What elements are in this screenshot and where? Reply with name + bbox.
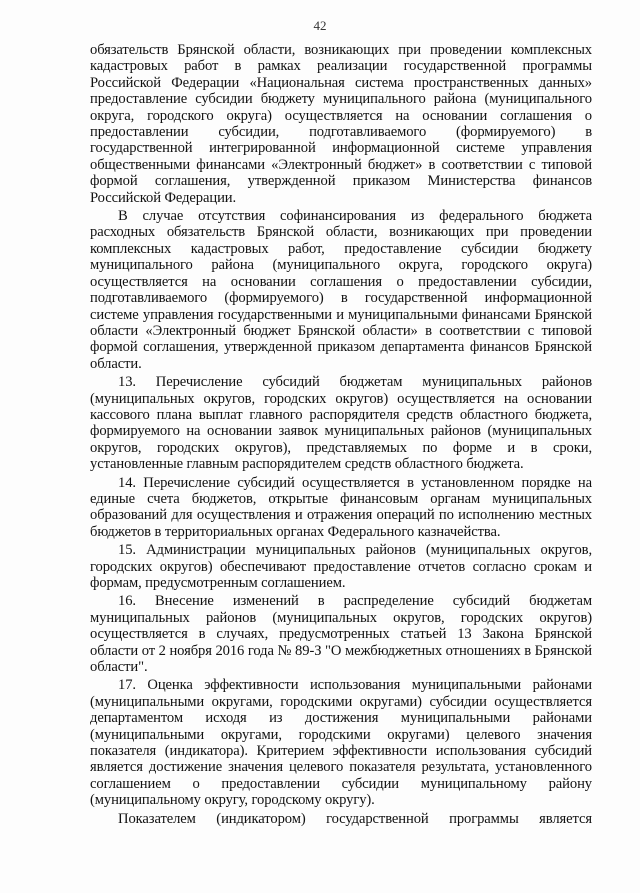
text-line: расходных обязательств Брянской области, возникающих при проведении [90,224,592,241]
text-line: округа, городского округа) осуществляется на основании соглашения о [90,107,592,124]
text-line: Российской Федерации «Национальная система пространственных данных» [90,74,592,91]
text-line: общественными финансами «Электронный бюджет» в соответствии с типовой [90,156,592,173]
text-line: формой соглашения, утвержденной приказом департамента финансов Брянской [90,339,592,356]
text-line: является достижение значения целевого показателя результата, установленного [90,759,592,776]
paragraph [90,42,592,206]
text-line: В случае отсутствия софинансирования из федерального бюджета [118,208,592,225]
text-line: 13. Перечисление субсидий бюджетам муниципальных районов [118,374,592,391]
text-line: Показателем (индикатором) государственной программы является [118,810,592,827]
paragraph [90,811,592,827]
text-line: области «Электронный бюджет Брянской области» в соответствии с типовой [90,322,592,339]
text-line: (муниципальными округами, городскими округами) целевого значения [90,726,592,743]
paragraph [90,677,592,808]
text-line: единые счета бюджетов, открытые финансовым органам муниципальных [90,490,592,507]
text-line: бюджетов в территориальных органах Федерального казначейства. [90,523,501,540]
text-line: осуществляется в случаях, предусмотренных статьей 13 Закона Брянской [90,626,592,643]
paragraph [90,475,592,541]
text-line: системе управления государственными и муниципальными финансами Брянской [90,306,592,323]
text-line: соглашением о предоставлении субсидии муниципальному району [90,775,592,792]
text-line: кассового плана выплат главного распорядителя средств областного бюджета, [90,406,592,423]
text-line: комплексных кадастровых работ, предоставление субсидии бюджету [90,240,592,257]
text-line: округов, городских округов), представляемых по форме и в сроки, [90,439,592,456]
text-line: Российской Федерации. [90,189,237,206]
text-line: показателя (индикатора). Критерием эффективности использования субсидий [90,743,592,760]
text-line: области. [90,355,142,372]
text-line: муниципальных районов (муниципальных округов, городских округов) [90,609,592,626]
text-line: кадастровых работ в рамках реализации государственной программы [90,58,592,75]
paragraph [90,593,592,675]
text-line: 14. Перечисление субсидий осуществляется в установленном порядке на [118,474,592,491]
text-line: осуществляется на основании соглашения о предоставлении субсидии, [90,273,592,290]
text-line: подготавливаемого (формируемого) в государственной информационной [90,290,592,307]
text-line: департаментом исходя из достижения муниципальными районами [90,710,592,727]
text-line: 17. Оценка эффективности использования муниципальными районами [118,677,592,694]
text-line: (муниципальному округу, городскому округу). [90,792,375,809]
text-line: образований для осуществления и отражения операций по исполнению местных [90,507,592,524]
text-line: 16. Внесение изменений в распределение субсидий бюджетам [118,593,592,610]
text-line: муниципального района (муниципального округа, городского округа) [90,257,592,274]
text-line: формам, предусмотренным соглашением. [90,575,346,591]
text-line: (муниципальными округами, городскими округами) субсидии осуществляется [90,693,592,710]
paragraph [90,542,592,591]
text-line: обязательств Брянской области, возникающих при проведении комплексных [90,42,592,58]
text-line: (муниципальных округов, городских округов) осуществляется на основании [90,390,592,407]
text-line: государственной интегрированной информационной системе управления [90,140,592,157]
text-line: формой соглашения, утвержденной приказом Министерства финансов [90,173,592,190]
paragraph [90,374,592,472]
text-line: городских округов) обеспечивают предоставление отчетов согласно срокам и [90,558,592,575]
text-line: области". [90,659,148,676]
text-line: 15. Администрации муниципальных районов (муниципальных округов, [118,542,592,559]
text-line: области от 2 ноября 2016 года № 89-З "О межбюджетных отношениях в Брянской [90,642,592,659]
paragraph [90,208,592,372]
document-body [90,42,592,829]
page-number: 42 [313,18,327,33]
text-line: предоставление субсидии бюджету муниципального района (муниципального [90,91,592,108]
text-line: предоставлении субсидии, подготавливаемого (формируемого) в [90,124,592,141]
text-line: формируемого на основании заявок муниципальных районов (муниципальных [90,423,592,440]
text-line: установленные главным распорядителем средств областного бюджета. [90,456,524,473]
